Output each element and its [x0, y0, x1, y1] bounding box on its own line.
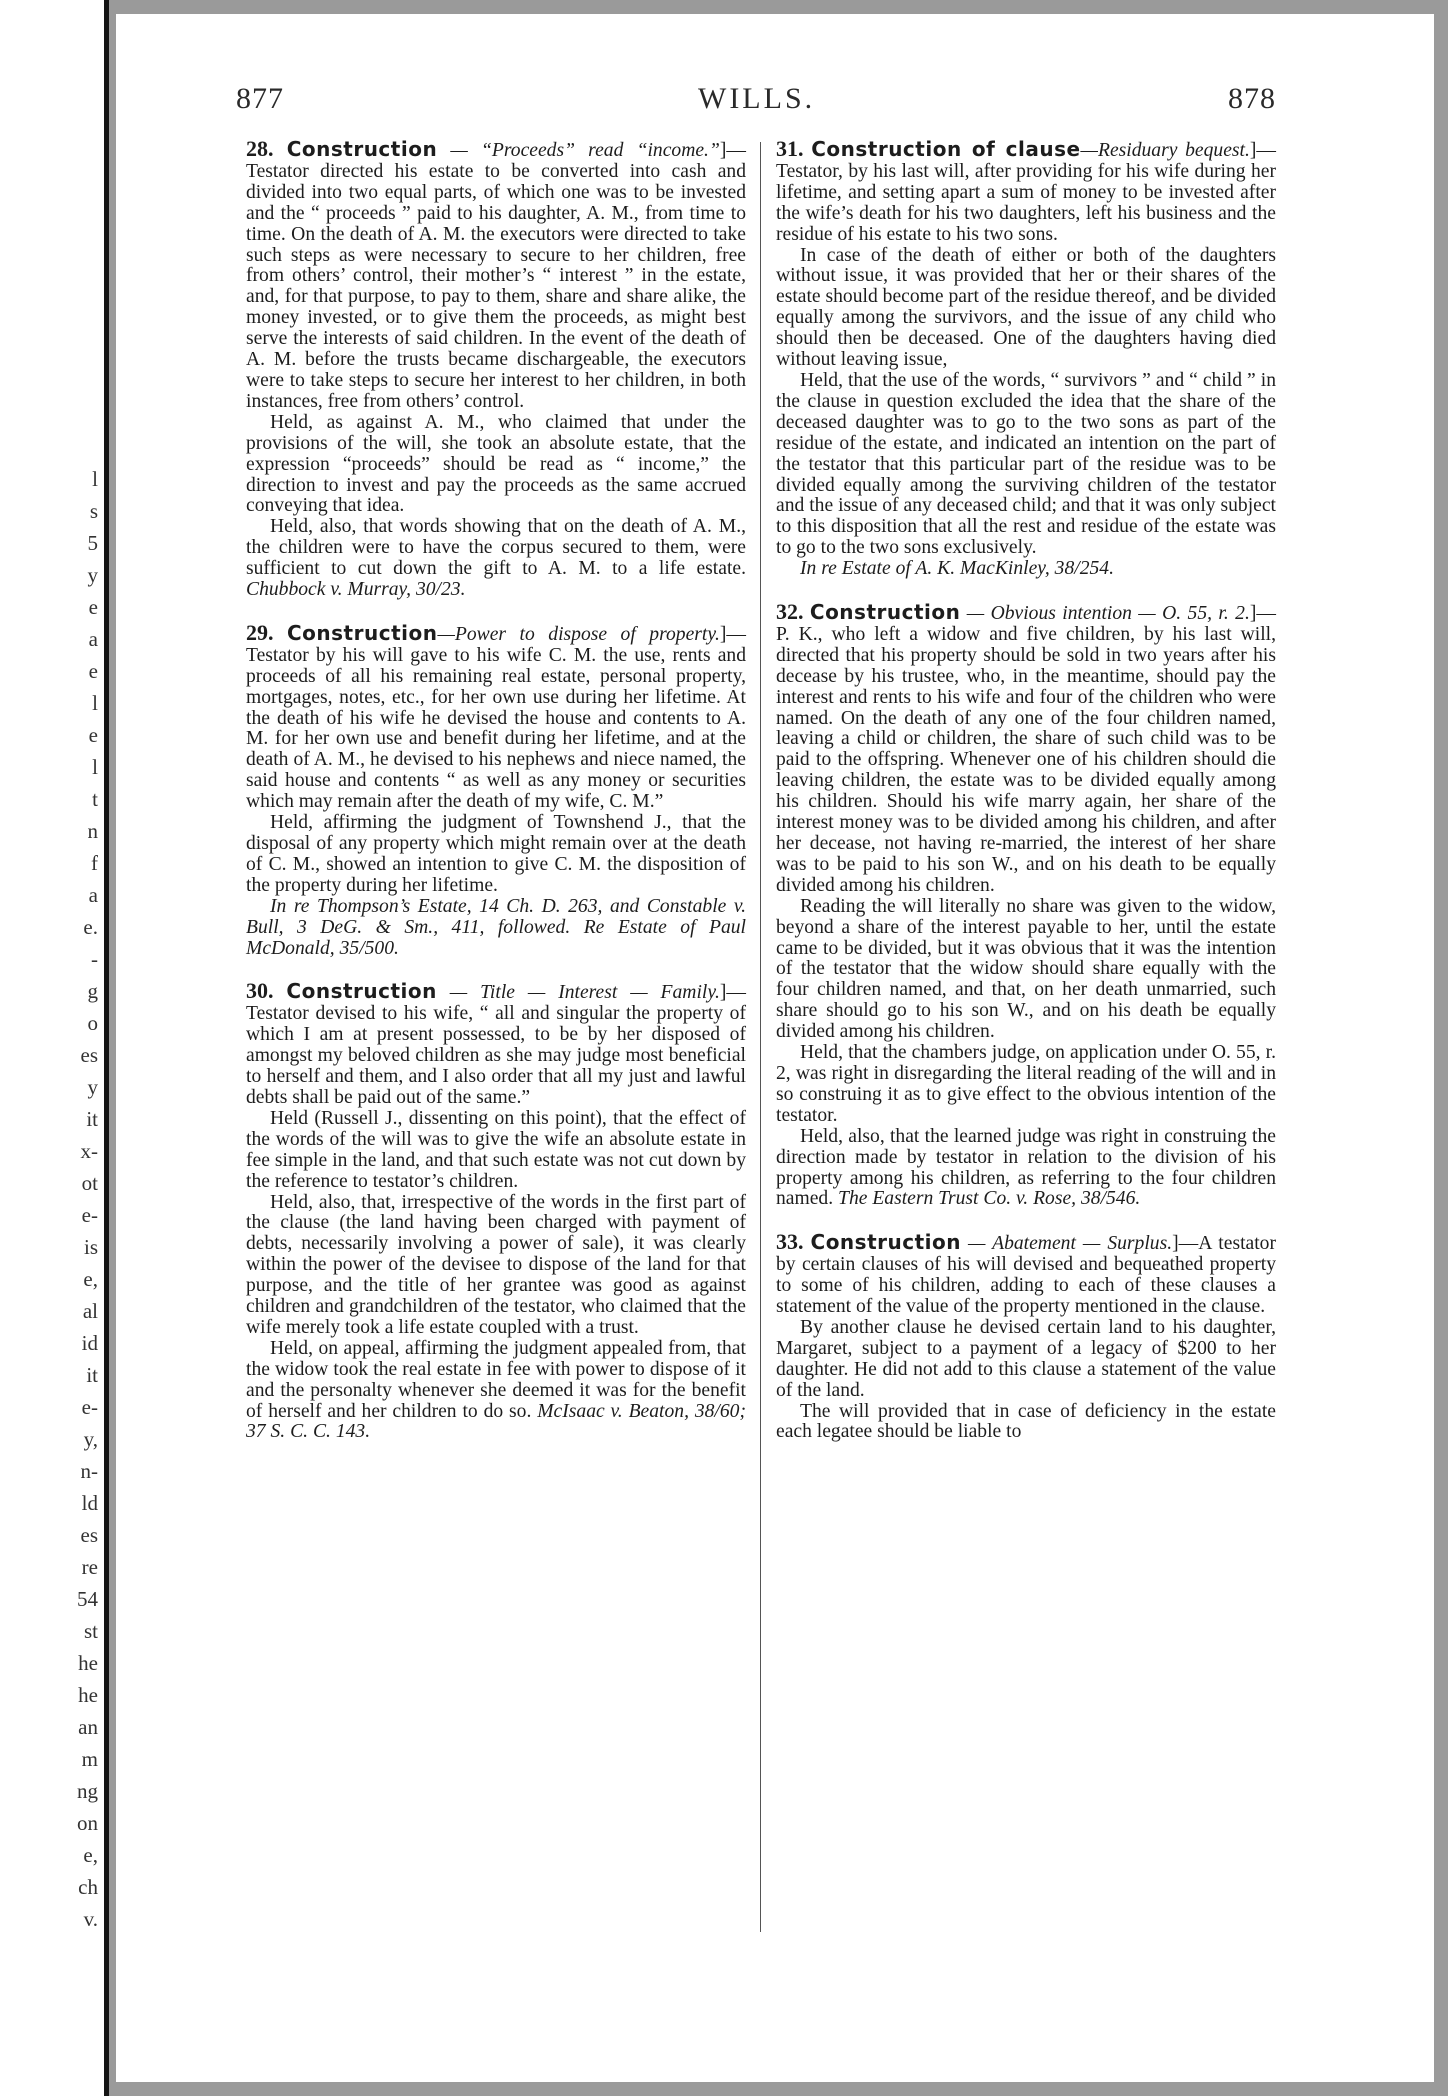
entry-paragraph: Held, as against A. M., who claimed that under the provisions of the will, she took an absolute estate, that the expression “proceeds” should be read as “ income,” the direction to invest and pay the proceeds as the same accrued conveying that idea.: [246, 411, 746, 517]
facing-page-text-fragments: [72, 468, 98, 1940]
edge-fragment: it: [86, 1107, 98, 1131]
entry-number: 33.: [776, 1229, 804, 1255]
entry-paragraph: ]—Testator directed his estate to be converted into cash and divided into two equal parts, of which one was to be invested and the “ proceeds ” paid to his daughter, A. M., from time to time. On the death of A. M. the executors were directed to take such steps as were necessary to secure to her children, free from others’ control, their mother’s “ interest ” in the estate, and, for that purpose, to pay to them, share and share alike, the money invested, or to give them the proceeds, as might best serve the interests of said children. In the event of the death of A. M. before the trusts became dischargeable, the executors were to take steps to secure her interest to her children, in both instances, free from others’ control.: [246, 140, 746, 412]
entry-31: [776, 136, 1277, 580]
edge-fragment: o: [87, 1011, 98, 1035]
edge-fragment: x-: [80, 1139, 98, 1163]
edge-fragment: e,: [83, 1267, 98, 1291]
edge-fragment: he: [78, 1683, 98, 1707]
entry-28: [246, 136, 746, 601]
edge-fragment: f: [91, 851, 98, 875]
edge-fragment: he: [78, 1651, 98, 1675]
entry-subtitle: — Abatement — Surplus.: [968, 1233, 1173, 1255]
edge-fragment: e: [88, 723, 98, 747]
entry-32: [776, 599, 1276, 1210]
edge-fragment: n: [87, 819, 98, 843]
edge-fragment: -: [91, 947, 98, 971]
entry-paragraph: Held, also, that words showing that on the death of A. M., the children were to have the corpus secured to them, were sufficient to cut down the gift to A. M. to a life estate.: [246, 516, 746, 580]
entry-number: 30.: [246, 978, 274, 1004]
entry-subtitle: —Power to dispose of property.: [437, 623, 720, 645]
edge-fragment: s: [89, 499, 98, 523]
edge-fragment: y,: [83, 1427, 98, 1451]
left-column: [246, 136, 746, 1465]
edge-fragment: a: [88, 883, 98, 907]
entry-title: Construction: [809, 600, 961, 625]
running-title: WILLS.: [698, 82, 816, 115]
entry-paragraph: ]—A testator by certain clauses of his will devised and bequeathed property to some of his children, adding to each of these clauses a statement of the value of the property mentioned in the clause.: [776, 1233, 1276, 1318]
entry-29: [246, 619, 746, 960]
edge-fragment: an: [78, 1715, 98, 1739]
edge-fragment: ot: [81, 1171, 98, 1195]
entry-33: [776, 1229, 1276, 1443]
document-page: [116, 14, 1434, 2082]
entry-paragraph: In case of the death of either or both of the daughters without issue, it was provided that her or their shares of the estate should become part of the residue thereof, and be divided equally among the survivors, and the issue of any child who should then be deceased. One of the daughters having died without leaving issue,: [776, 244, 1277, 371]
edge-fragment: l: [92, 691, 98, 715]
edge-fragment: e-: [81, 1203, 98, 1227]
edge-fragment: t: [92, 787, 98, 811]
edge-fragment: v.: [83, 1907, 98, 1931]
entry-subtitle: — Obvious intention — O. 55, r. 2.: [966, 603, 1250, 625]
entry-paragraph: ]—P. K., who left a widow and five children, by his last will, directed that his property should be sold in two years after his decease by his trustee, who, in the meantime, should pay the interest and rents to his wife and four of the children who were named. On the death of any one of the four children named, leaving a child or children, the share of such child was to be paid to the offspring. Whenever one of his children should die leaving children, the estate was to be divided equally among his children. Should his wife marry again, her share of the interest money was to be divided among his children, and after her decease, not having re-married, the interest of her share was to be paid to his son W., and on his death to be equally divided among his children.: [776, 603, 1276, 896]
edge-fragment: l: [92, 467, 98, 491]
edge-fragment: e: [88, 595, 98, 619]
entry-paragraph: ]—Testator, by his last will, after providing for his wife during her lifetime, and setting apart a sum of money to be invested after the wife’s death for his two daughters, left his business and the residue of his estate to his two sons.: [776, 140, 1276, 245]
edge-fragment: st: [83, 1619, 98, 1643]
edge-fragment: es: [80, 1523, 98, 1547]
entry-paragraph: Held, also, that the learned judge was right in construing the direction made by testator in relation to the division of his property among his children, as referring to the four children named.: [776, 1125, 1276, 1210]
entry-paragraph: Reading the will literally no share was given to the widow, beyond a share of the interest payable to her, until the estate came to be divided, but it was obvious that it was the intention of the testator that the widow should share equally with the four children named, and that, on her death unmarried, such share should go to his son W., and on his death be equally divided among his children.: [776, 895, 1276, 1043]
edge-fragment: e: [88, 659, 98, 683]
edge-fragment: al: [82, 1299, 98, 1323]
edge-fragment: it: [86, 1363, 98, 1387]
edge-fragment: ch: [78, 1875, 98, 1899]
entry-paragraph: ]—Testator devised to his wife, “ all and singular the property of which I am at present possessed, to be by her disposed of amongst my beloved children as she may judge most beneficial to herself and them, and I also order that all my just and lawful debts shall be paid out of the same.”: [246, 982, 746, 1108]
edge-fragment: y: [87, 563, 98, 587]
edge-fragment: re: [81, 1555, 98, 1579]
edge-fragment: e.: [83, 915, 98, 939]
entry-paragraph: ]—Testator by his will gave to his wife C. M. the use, rents and proceeds of all his remaining real estate, personal property, mortgages, notes, etc., for her own use during her lifetime. At the death of his wife he devised the house and contents to A. M. for her own use and benefit during her lifetime, and at the death of A. M., he devised to his nephews and niece named, the said house and contents “ as well as any money or securities which may remain after the death of my wife, C. M.”: [246, 623, 746, 813]
edge-fragment: es: [80, 1043, 98, 1067]
entry-citation: Chubbock v. Murray, 30/23.: [246, 579, 466, 601]
edge-fragment: g: [87, 979, 98, 1003]
edge-fragment: a: [88, 627, 98, 651]
entry-citation: In re Thompson’s Estate, 14 Ch. D. 263, and Constable v. Bull, 3 DeG. & Sm., 411, followed. Re Estate of Paul McDonald, 35/500.: [246, 895, 746, 959]
entry-title: Construction: [286, 137, 438, 161]
entry-paragraph: Held, also, that, irrespective of the words in the first part of the clause (the land having been charged with payment of debts, necessarily involving a power of sale), it was clearly within the power of the devisee to dispose of the land for that purpose, and the title of her grantee was good as against children and grandchildren of the testator, who claimed that the wife merely took a life estate coupled with a trust.: [246, 1191, 746, 1338]
edge-fragment: y: [87, 1075, 98, 1099]
edge-fragment: 54: [77, 1587, 98, 1611]
edge-fragment: e,: [83, 1843, 98, 1867]
entry-citation: The Eastern Trust Co. v. Rose, 38/546.: [838, 1188, 1141, 1210]
entry-subtitle: — “Proceeds” read “income.”: [450, 140, 720, 161]
entry-number: 29.: [246, 619, 274, 645]
entry-citation: McIsaac v. Beaton, 38/60; 37 S. C. C. 143.: [246, 1400, 746, 1443]
edge-fragment: ld: [81, 1491, 98, 1515]
entry-subtitle: — Title — Interest — Family.: [449, 982, 720, 1004]
entry-subtitle: —Residuary bequest.: [1080, 140, 1250, 161]
entry-number: 32.: [776, 599, 804, 625]
right-column: [776, 136, 1277, 1465]
edge-fragment: 5: [87, 531, 98, 555]
entry-citation: In re Estate of A. K. MacKinley, 38/254.: [800, 558, 1115, 580]
edge-fragment: m: [81, 1747, 98, 1771]
entry-paragraph: The will provided that in case of deficiency in the estate each legatee should be liable to: [776, 1400, 1276, 1443]
entry-paragraph: Held, on appeal, affirming the judgment appealed from, that the widow took the real estate in fee with power to dispose of it and the personalty whenever she deemed it was for the benefit of herself and her children to do so.: [246, 1337, 746, 1422]
edge-fragment: ng: [77, 1779, 98, 1803]
entry-paragraph: Held (Russell J., dissenting on this point), that the effect of the words of the will was to give the wife an absolute estate in fee simple in the land, and that such estate was not cut down by the reference to testator’s children.: [246, 1107, 746, 1192]
entry-paragraph: Held, affirming the judgment of Townshend J., that the disposal of any property which might remain over at the death of C. M., showed an intention to give C. M. the disposition of the property during her lifetime.: [246, 812, 746, 896]
facing-page-edge: [0, 0, 109, 2096]
edge-fragment: on: [77, 1811, 98, 1835]
edge-fragment: l: [92, 755, 98, 779]
entry-paragraph: Held, that the use of the words, “ survivors ” and “ child ” in the clause in question excluded the idea that the share of the deceased daughter was to go to the two sons as part of the residue of the estate, and indicated an intention on the part of the testator that this particular part of the residue was to be divided equally among the surviving children of the testator and the issue of any deceased child; and that it was only subject to this disposition that all the rest and residue of the estate was to go to the two sons exclusively.: [776, 369, 1276, 559]
left-page-number: 877: [236, 82, 284, 115]
edge-fragment: n-: [80, 1459, 98, 1483]
entry-30: [246, 978, 746, 1443]
entry-number: 31.: [776, 136, 804, 161]
entry-title: Construction of clause: [811, 137, 1081, 161]
entry-title: Construction: [287, 620, 438, 645]
right-page-number: 878: [1228, 82, 1276, 115]
column-divider: [760, 142, 761, 1932]
entry-paragraph: Held, that the chambers judge, on application under O. 55, r. 2, was right in disregarding the literal reading of the will and in so construing it as to give effect to the obvious intention of the testator.: [776, 1042, 1276, 1126]
entry-number: 28.: [246, 136, 274, 161]
entry-paragraph: By another clause he devised certain land to his daughter, Margaret, subject to a payment of a legacy of $200 to her daughter. He did not add to this clause a statement of the value of the land.: [776, 1316, 1276, 1401]
entry-title: Construction: [810, 1230, 961, 1255]
edge-fragment: e-: [81, 1395, 98, 1419]
entry-title: Construction: [286, 979, 437, 1004]
edge-fragment: id: [81, 1331, 98, 1355]
edge-fragment: is: [83, 1235, 98, 1259]
